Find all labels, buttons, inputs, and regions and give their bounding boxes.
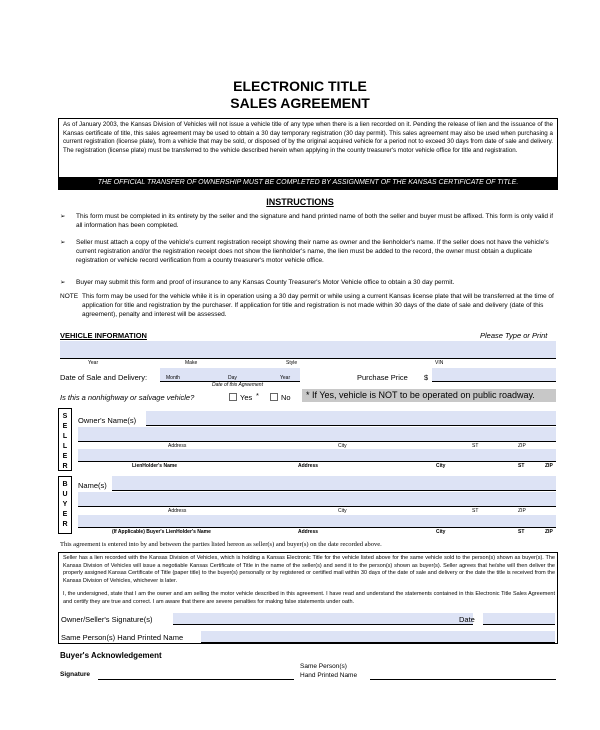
buyer-signature-label: Signature <box>60 671 90 678</box>
vin-label: VIN <box>435 360 444 366</box>
buyer-lien-st-label: ST <box>518 529 525 535</box>
sig-date-field[interactable] <box>483 613 555 624</box>
buyer-letter-u: U <box>62 491 68 498</box>
buyer-address-label: Address <box>168 508 187 514</box>
printed-name-field[interactable] <box>201 631 555 642</box>
seller-letter-r: R <box>62 463 68 470</box>
owner-name-field[interactable] <box>146 411 556 425</box>
seller-letter-s: S <box>62 413 68 420</box>
seller-lien-field[interactable] <box>78 449 556 461</box>
seller-lien-line <box>78 461 556 462</box>
title-line-1: ELECTRONIC TITLE <box>233 78 367 94</box>
buyer-name-label: Name(s) <box>78 481 107 490</box>
owner-sig-line <box>173 624 473 625</box>
instr-text-3: Buyer may submit this form and proof of insurance to any Kansas County Treasurer's Motor Vehicle office to obtain a 30 day permit. <box>76 279 455 286</box>
month-label: Month <box>166 375 180 381</box>
date-of-sale-label: Date of Sale and Delivery: <box>60 373 148 382</box>
seller-letter-l1: L <box>62 433 68 440</box>
seller-letter-e2: E <box>62 453 68 460</box>
sig-date-label: Date <box>459 615 475 624</box>
agreement-entered: This agreement is entered into by and between the parties listed hereon as seller(s) and buyer(s) on the date recorded above. <box>60 541 382 548</box>
buyer-printed-name-line[interactable] <box>370 679 556 680</box>
seller-st-label: ST <box>472 443 479 449</box>
no-checkbox[interactable] <box>270 393 278 401</box>
buyer-address-field[interactable] <box>78 492 556 506</box>
buyer-name-field[interactable] <box>112 476 556 490</box>
year-label: Year <box>88 360 99 366</box>
owner-name-label: Owner's Name(s) <box>78 416 137 425</box>
date-of-agreement-label: Date of this Agreement <box>212 382 263 388</box>
seller-address-line <box>78 441 556 442</box>
salvage-question: Is this a nonhighway or salvage vehicle? <box>60 393 195 402</box>
agreement-para-2: I, the undersigned, state that I am the owner and am selling the motor vehicle described in this agreement. I have read and understand the statements contained in this Electronic Title Sales Agreement and certify they are true and correct. I am aware that there are severe penalties for making false statements under oath. <box>63 591 555 605</box>
seller-side-label <box>58 408 72 471</box>
buyer-lien-field[interactable] <box>78 515 556 527</box>
make-label: Make <box>185 360 198 366</box>
buyer-printed-name-label: Hand Printed Name <box>300 672 358 679</box>
vehicle-line <box>60 358 556 359</box>
buyer-lien-zip-label: ZIP <box>545 529 553 535</box>
lien-st-label: ST <box>518 463 525 469</box>
intro-text: As of January 2003, the Kansas Division of Vehicles will not issue a vehicle title of any type when there is a lien recorded on it. Pending the release of lien and the issuance of the Kansas certificate of title, this sales agreement may be used to obtain a 30 day temporary registration (30 day permit). This sales agreement may also be used when purchasing a current registration (license plate), from a vehicle that may be sold, or disposed of by the original acquired vehicle for a period not to exceed 30 days from date of sale and delivery. The registration (license plate) must be transferred to the vehicle described herein when applying in the county treasurer's motor vehicle office for title and registration. <box>63 121 553 154</box>
buyer-letter-e: E <box>62 511 68 518</box>
buyer-ack-heading: Buyer's Acknowledgement <box>60 651 162 660</box>
type-or-print: Please Type or Print <box>480 331 548 340</box>
owner-sig-label: Owner/Seller's Signature(s) <box>61 615 153 624</box>
owner-sig-field[interactable] <box>173 613 473 624</box>
yes-asterisk: * <box>256 391 259 400</box>
instr-text-1: This form must be completed in its entirety by the seller and the signature and hand printed name of both the seller and buyer must be affixed. This form is only valid if all information has been completed. <box>76 213 554 229</box>
buyer-lienholder-label: (If Applicable) Buyer's LienHolder's Name <box>112 529 211 535</box>
owner-name-line <box>146 425 556 426</box>
instr-marker-note: NOTE <box>60 293 79 300</box>
instructions-heading: INSTRUCTIONS <box>266 197 334 207</box>
purchase-price-label: Purchase Price <box>357 373 408 382</box>
agreement-para-1: Seller has a lien recorded with the Kansas Division of Vehicles, which is holding a Kansas Electronic Title for the vehicle listed above for the same vehicle sold to the person(s) shown as buyer(s). The Kansas Division of Vehicles will issue a negotiable Kansas Certificate of Title in the name of the seller(s) and send it to the person(s) shown as buyer(s). Seller agrees that he/she will then deliver the properly assigned Kansas Certificate of Title (paper title) to the buyer(s) personally or by registered or certified mail within 30 days of the date of sale and delivery or the date the title is received from the Kansas Division of Vehicles, whichever is later. <box>63 555 555 584</box>
buyer-side-label <box>58 476 72 534</box>
buyer-letter-b: B <box>62 481 68 488</box>
same-person-label: Same Person(s) Hand Printed Name <box>61 633 184 642</box>
title-line-2: SALES AGREEMENT <box>230 95 370 111</box>
price-line <box>432 381 556 382</box>
buyer-same-person-label: Same Person(s) <box>300 663 347 670</box>
currency-sign: $ <box>424 373 429 382</box>
no-label: No <box>281 393 291 402</box>
buyer-st-label: ST <box>472 508 479 514</box>
buyer-lien-city-label: City <box>436 529 446 535</box>
buyer-name-line <box>112 490 556 491</box>
buyer-signature-line[interactable] <box>98 679 294 680</box>
lienholder-name-label: LienHolder's Name <box>132 463 178 469</box>
buyer-lien-line <box>78 527 556 528</box>
instr-text-note: This form may be used for the vehicle while it is in operation using a 30 day permit or while using a current Kansas license plate that will be transferred at the time of application for title and registration by the purchaser. If application for title and registration is not made within 30 days of the date of sale and delivery (date of this agreement), penalty and interest will be assessed. <box>82 293 554 318</box>
buyer-letter-y: Y <box>62 501 68 508</box>
lien-city-label: City <box>436 463 446 469</box>
instr-marker-3: ➢ <box>60 279 66 286</box>
buyer-address-line <box>78 506 556 507</box>
instr-marker-1: ➢ <box>60 213 66 220</box>
buyer-letter-r: R <box>62 521 68 528</box>
seller-city-label: City <box>338 443 347 449</box>
official-transfer-banner: THE OFFICIAL TRANSFER OF OWNERSHIP MUST BE COMPLETED BY ASSIGNMENT OF THE KANSAS CERTIFICATE OF TITLE. <box>59 177 557 189</box>
seller-letter-e1: E <box>62 423 68 430</box>
seller-zip-label: ZIP <box>518 443 526 449</box>
lien-zip-label: ZIP <box>545 463 553 469</box>
seller-address-field[interactable] <box>78 427 556 441</box>
yes-label: Yes <box>240 393 253 402</box>
style-label: Style <box>286 360 298 366</box>
sig-date-line <box>483 624 555 625</box>
intro-box <box>58 118 558 190</box>
agreement-box <box>58 552 558 644</box>
day-label: Day <box>228 375 237 381</box>
seller-letter-l2: L <box>62 443 68 450</box>
vehicle-info-heading: VEHICLE INFORMATION <box>60 331 147 340</box>
buyer-city-label: City <box>338 508 347 514</box>
buyer-zip-label: ZIP <box>518 508 526 514</box>
year-date-label: Year <box>280 375 291 381</box>
instr-marker-2: ➢ <box>60 239 66 246</box>
lien-address-label: Address <box>298 463 319 469</box>
vehicle-fields-row[interactable] <box>60 341 556 358</box>
instr-text-2: Seller must attach a copy of the vehicle's current registration receipt showing their name as owner and the lienholder's name. If the seller does not have the vehicle's current registration and/or the registration receipt does not show the lienholder's name, the lien must be added to the record, the owner must obtain a duplicate registration or vehicle record verification from a county treasurer's motor vehicle office. <box>76 239 549 264</box>
purchase-price-field[interactable] <box>432 368 556 381</box>
yes-checkbox[interactable] <box>229 393 237 401</box>
buyer-lien-address-label: Address <box>298 529 319 535</box>
seller-address-label: Address <box>168 443 187 449</box>
not-operated-warning: * If Yes, vehicle is NOT to be operated on public roadway. <box>302 389 556 402</box>
printed-name-line <box>201 642 555 643</box>
